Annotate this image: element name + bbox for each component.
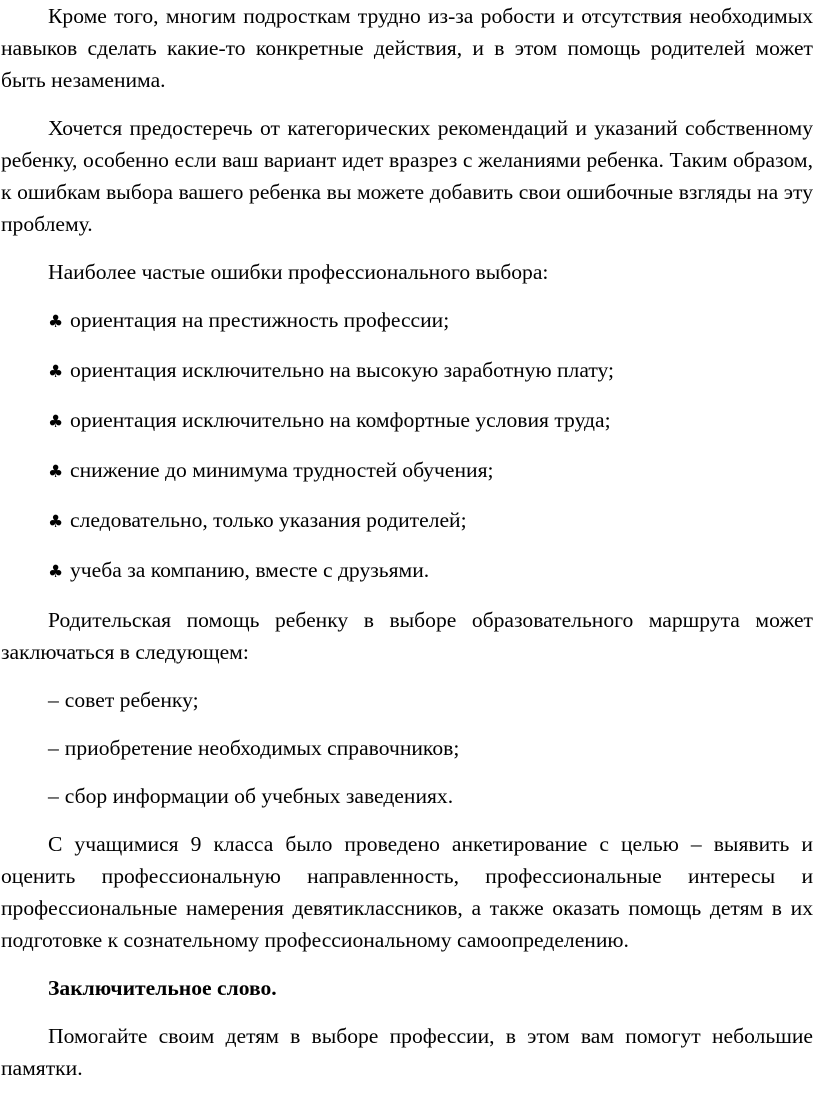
dash-bullet-icon: –: [48, 784, 59, 808]
errors-list-title: Наиболее частые ошибки профессионального выбора:: [48, 260, 549, 284]
list-item-text: ориентация исключительно на высокую заработную плату;: [70, 358, 615, 382]
help-list: [1, 684, 813, 812]
dash-bullet-icon: –: [48, 736, 59, 760]
club-bullet-icon: ♣: [48, 512, 64, 532]
list-item: [1, 554, 813, 588]
list-item-text: совет ребенку;: [64, 688, 199, 712]
list-item-text: учеба за компанию, вместе с друзьями.: [70, 558, 430, 582]
list-item: [1, 454, 813, 488]
paragraph-survey: С учащимися 9 класса было проведено анкетирование с целью – выявить и оценить профессиональную направленность, профессиональные интересы и профессиональные намерения девятиклассников, а также оказать помощь детям в их подготовке к сознательному профессиональному самоопределению.: [1, 832, 813, 952]
club-bullet-icon: ♣: [48, 562, 64, 582]
list-item-text: приобретение необходимых справочников;: [64, 736, 460, 760]
list-item: [1, 304, 813, 338]
list-item-text: ориентация исключительно на комфортные условия труда;: [70, 408, 611, 432]
paragraph-shyness: Кроме того, многим подросткам трудно из-за робости и отсутствия необходимых навыков сделать какие-то конкретные действия, и в этом помощь родителей может быть незаменима.: [1, 4, 813, 92]
list-item-text: снижение до минимума трудностей обучения;: [70, 458, 494, 482]
list-item: [1, 504, 813, 538]
list-item: [1, 780, 813, 812]
list-item-text: ориентация на престижность профессии;: [70, 308, 450, 332]
paragraph-parental-help: Родительская помощь ребенку в выборе образовательного маршрута может заключаться в следующем:: [1, 608, 813, 664]
list-item: [1, 684, 813, 716]
errors-list: [1, 304, 813, 588]
closing-heading: Заключительное слово.: [48, 976, 277, 1000]
dash-bullet-icon: –: [48, 688, 59, 712]
club-bullet-icon: ♣: [48, 462, 64, 482]
club-bullet-icon: ♣: [48, 362, 64, 382]
list-item: [1, 404, 813, 438]
list-item: [1, 732, 813, 764]
club-bullet-icon: ♣: [48, 312, 64, 332]
paragraph-warning: Хочется предостеречь от категорических рекомендаций и указаний собственному ребенку, особенно если ваш вариант идет вразрез с желаниями ребенка. Таким образом, к ошибкам выбора вашего ребенка вы можете добавить свои ошибочные взгляды на эту проблему.: [1, 116, 813, 236]
paragraph-closing: Помогайте своим детям в выборе профессии, в этом вам помогут небольшие памятки.: [1, 1024, 813, 1080]
list-item: [1, 354, 813, 388]
list-item-text: сбор информации об учебных заведениях.: [64, 784, 454, 808]
club-bullet-icon: ♣: [48, 412, 64, 432]
list-item-text: следовательно, только указания родителей;: [70, 508, 467, 532]
document-page: [1, 0, 813, 1100]
